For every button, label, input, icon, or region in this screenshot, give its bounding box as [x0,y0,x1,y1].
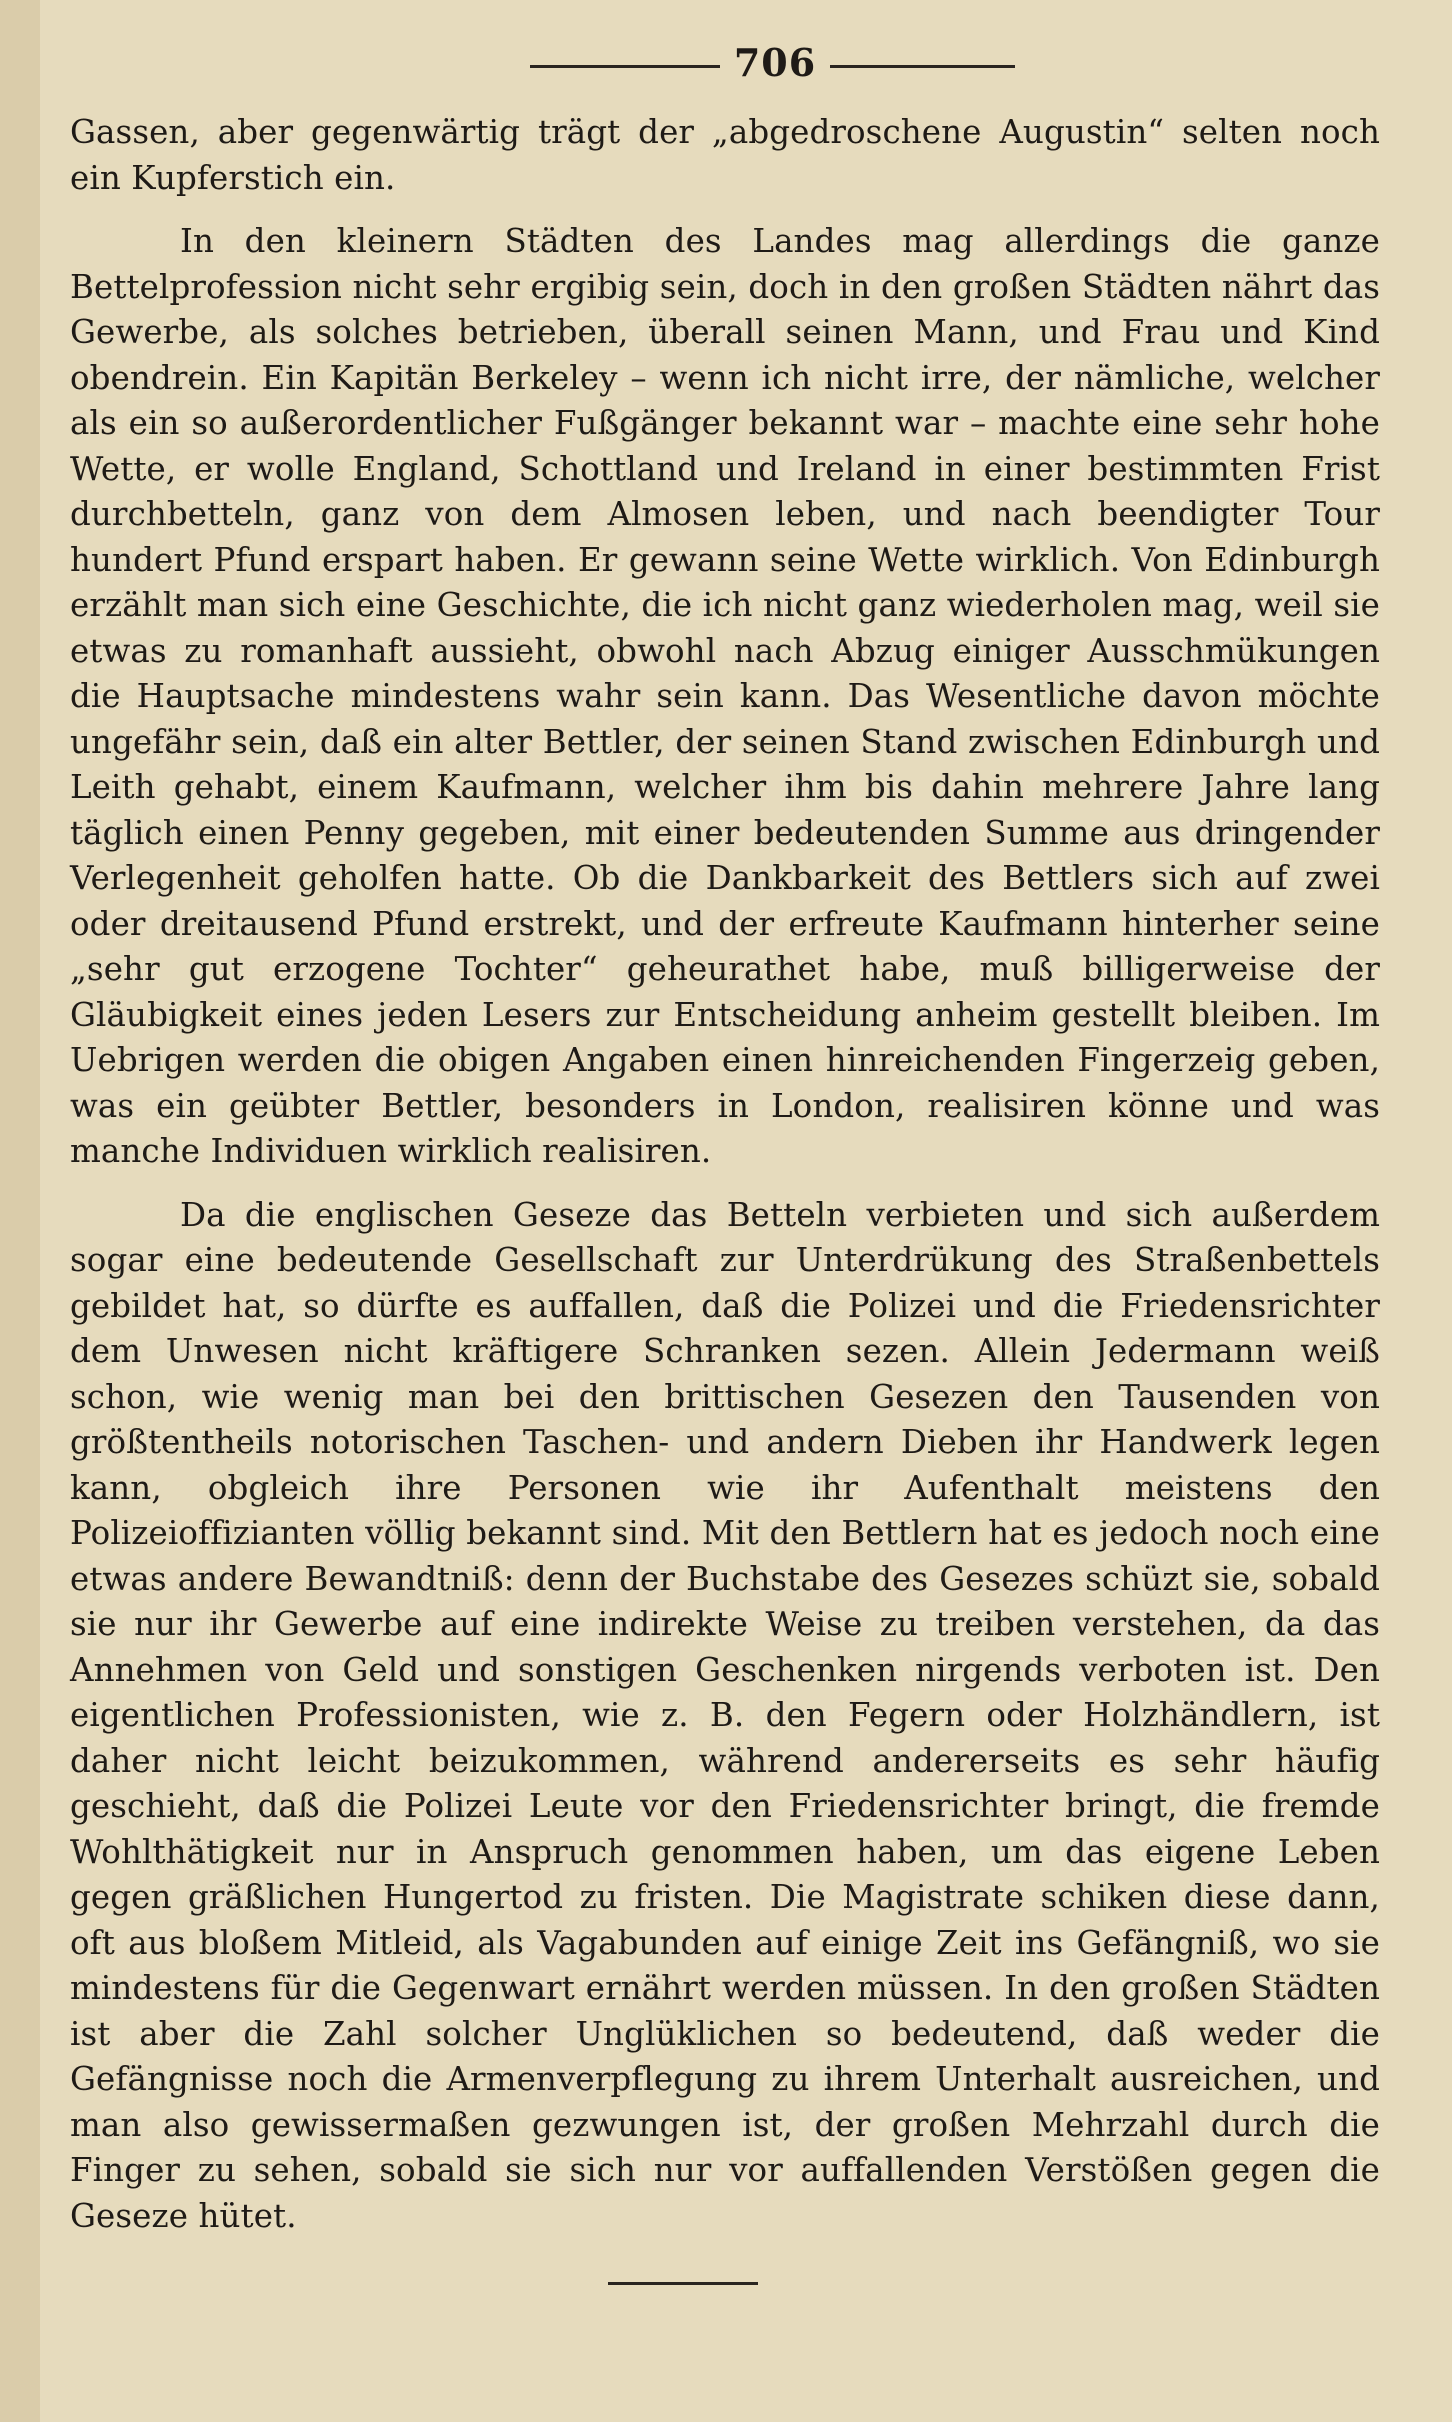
page-header [0,32,1452,102]
header-rule-left [530,65,720,68]
paragraph-begging-profession: In den kleinern Städten des Landes mag allerdings die ganze Bettelprofession nicht sehr ergibig sein, doch in den großen Städten nährt das Gewerbe, als solches betrieben, überall seinen Mann, und Frau und Kind obendrein. Ein Kapitän Berkeley – wenn ich nicht irre, der nämliche, welcher als ein so außerordentlicher Fußgänger bekannt war – machte eine sehr hohe Wette, er wolle England, Schottland und Ireland in einer bestimmten Frist durchbetteln, ganz von dem Almosen leben, und nach beendigter Tour hundert Pfund erspart haben. Er gewann seine Wette wirklich. Von Edinburgh erzählt man sich eine Geschichte, die ich nicht ganz wiederholen mag, weil sie etwas zu romanhaft aussieht, obwohl nach Abzug einiger Ausschmükungen die Hauptsache mindestens wahr sein kann. Das Wesentliche davon möchte ungefähr sein, daß ein alter Bettler, der seinen Stand zwischen Edinburgh und Leith gehabt, einem Kaufmann, welcher ihm bis dahin mehrere Jahre lang täglich einen Penny gegeben, mit einer bedeutenden Summe aus dringender Verlegenheit geholfen hatte. Ob die Dankbarkeit des Bettlers sich auf zwei oder dreitausend Pfund erstrekt, und der erfreute Kaufmann hinterher seine „sehr gut erzogene Tochter“ geheurathet habe, muß billigerweise der Gläubigkeit eines jeden Lesers zur Entscheidung anheim gestellt bleiben. Im Uebrigen werden die obigen Angaben einen hinreichenden Fingerzeig geben, was ein geübter Bettler, besonders in London, realisiren könne und was manche Individuen wirklich realisiren. [70,222,1380,1170]
end-rule [608,2282,758,2285]
paragraph-continuation: Gassen, aber gegenwärtig trägt der „abgedroschene Augustin“ selten noch ein Kupferstich ein. [70,113,1380,197]
page-number: 706 [733,40,817,85]
header-rule-right [830,65,1015,68]
paragraph-begging-laws: Da die englischen Geseze das Betteln verbieten und sich außerdem sogar eine bedeutende Gesellschaft zur Unterdrükung des Straßenbettels gebildet hat, so dürfte es auffallen, daß die Polizei und die Friedensrichter dem Unwesen nicht kräftigere Schranken sezen. Allein Jedermann weiß schon, wie wenig man bei den brittischen Gesezen den Tausenden von größtentheils notorischen Taschen- und andern Dieben ihr Handwerk legen kann, obgleich ihre Personen wie ihr Aufenthalt meistens den Polizeioffizianten völlig bekannt sind. Mit den Bettlern hat es jedoch noch eine etwas andere Bewandtniß: denn der Buchstabe des Gesezes schüzt sie, sobald sie nur ihr Gewerbe auf eine indirekte Weise zu treiben verstehen, da das Annehmen von Geld und sonstigen Geschenken nirgends verboten ist. Den eigentlichen Professionisten, wie z. B. den Fegern oder Holzhändlern, ist daher nicht leicht beizukommen, während andererseits es sehr häufig geschieht, daß die Polizei Leute vor den Friedensrichter bringt, die fremde Wohlthätigkeit nur in Anspruch genommen haben, um das eigene Leben gegen gräßlichen Hungertod zu fristen. Die Magistrate schiken diese dann, oft aus bloßem Mitleid, als Vagabunden auf einige Zeit ins Gefängniß, wo sie mindestens für die Gegenwart ernährt werden müssen. In den großen Städten ist aber die Zahl solcher Unglüklichen so bedeutend, daß weder die Gefängnisse noch die Armenverpflegung zu ihrem Unterhalt ausreichen, und man also gewissermaßen gezwungen ist, der großen Mehrzahl durch die Finger zu sehen, sobald sie sich nur vor auffallenden Verstößen gegen die Geseze hütet. [70,1195,1380,2235]
body-text [70,110,1380,2265]
